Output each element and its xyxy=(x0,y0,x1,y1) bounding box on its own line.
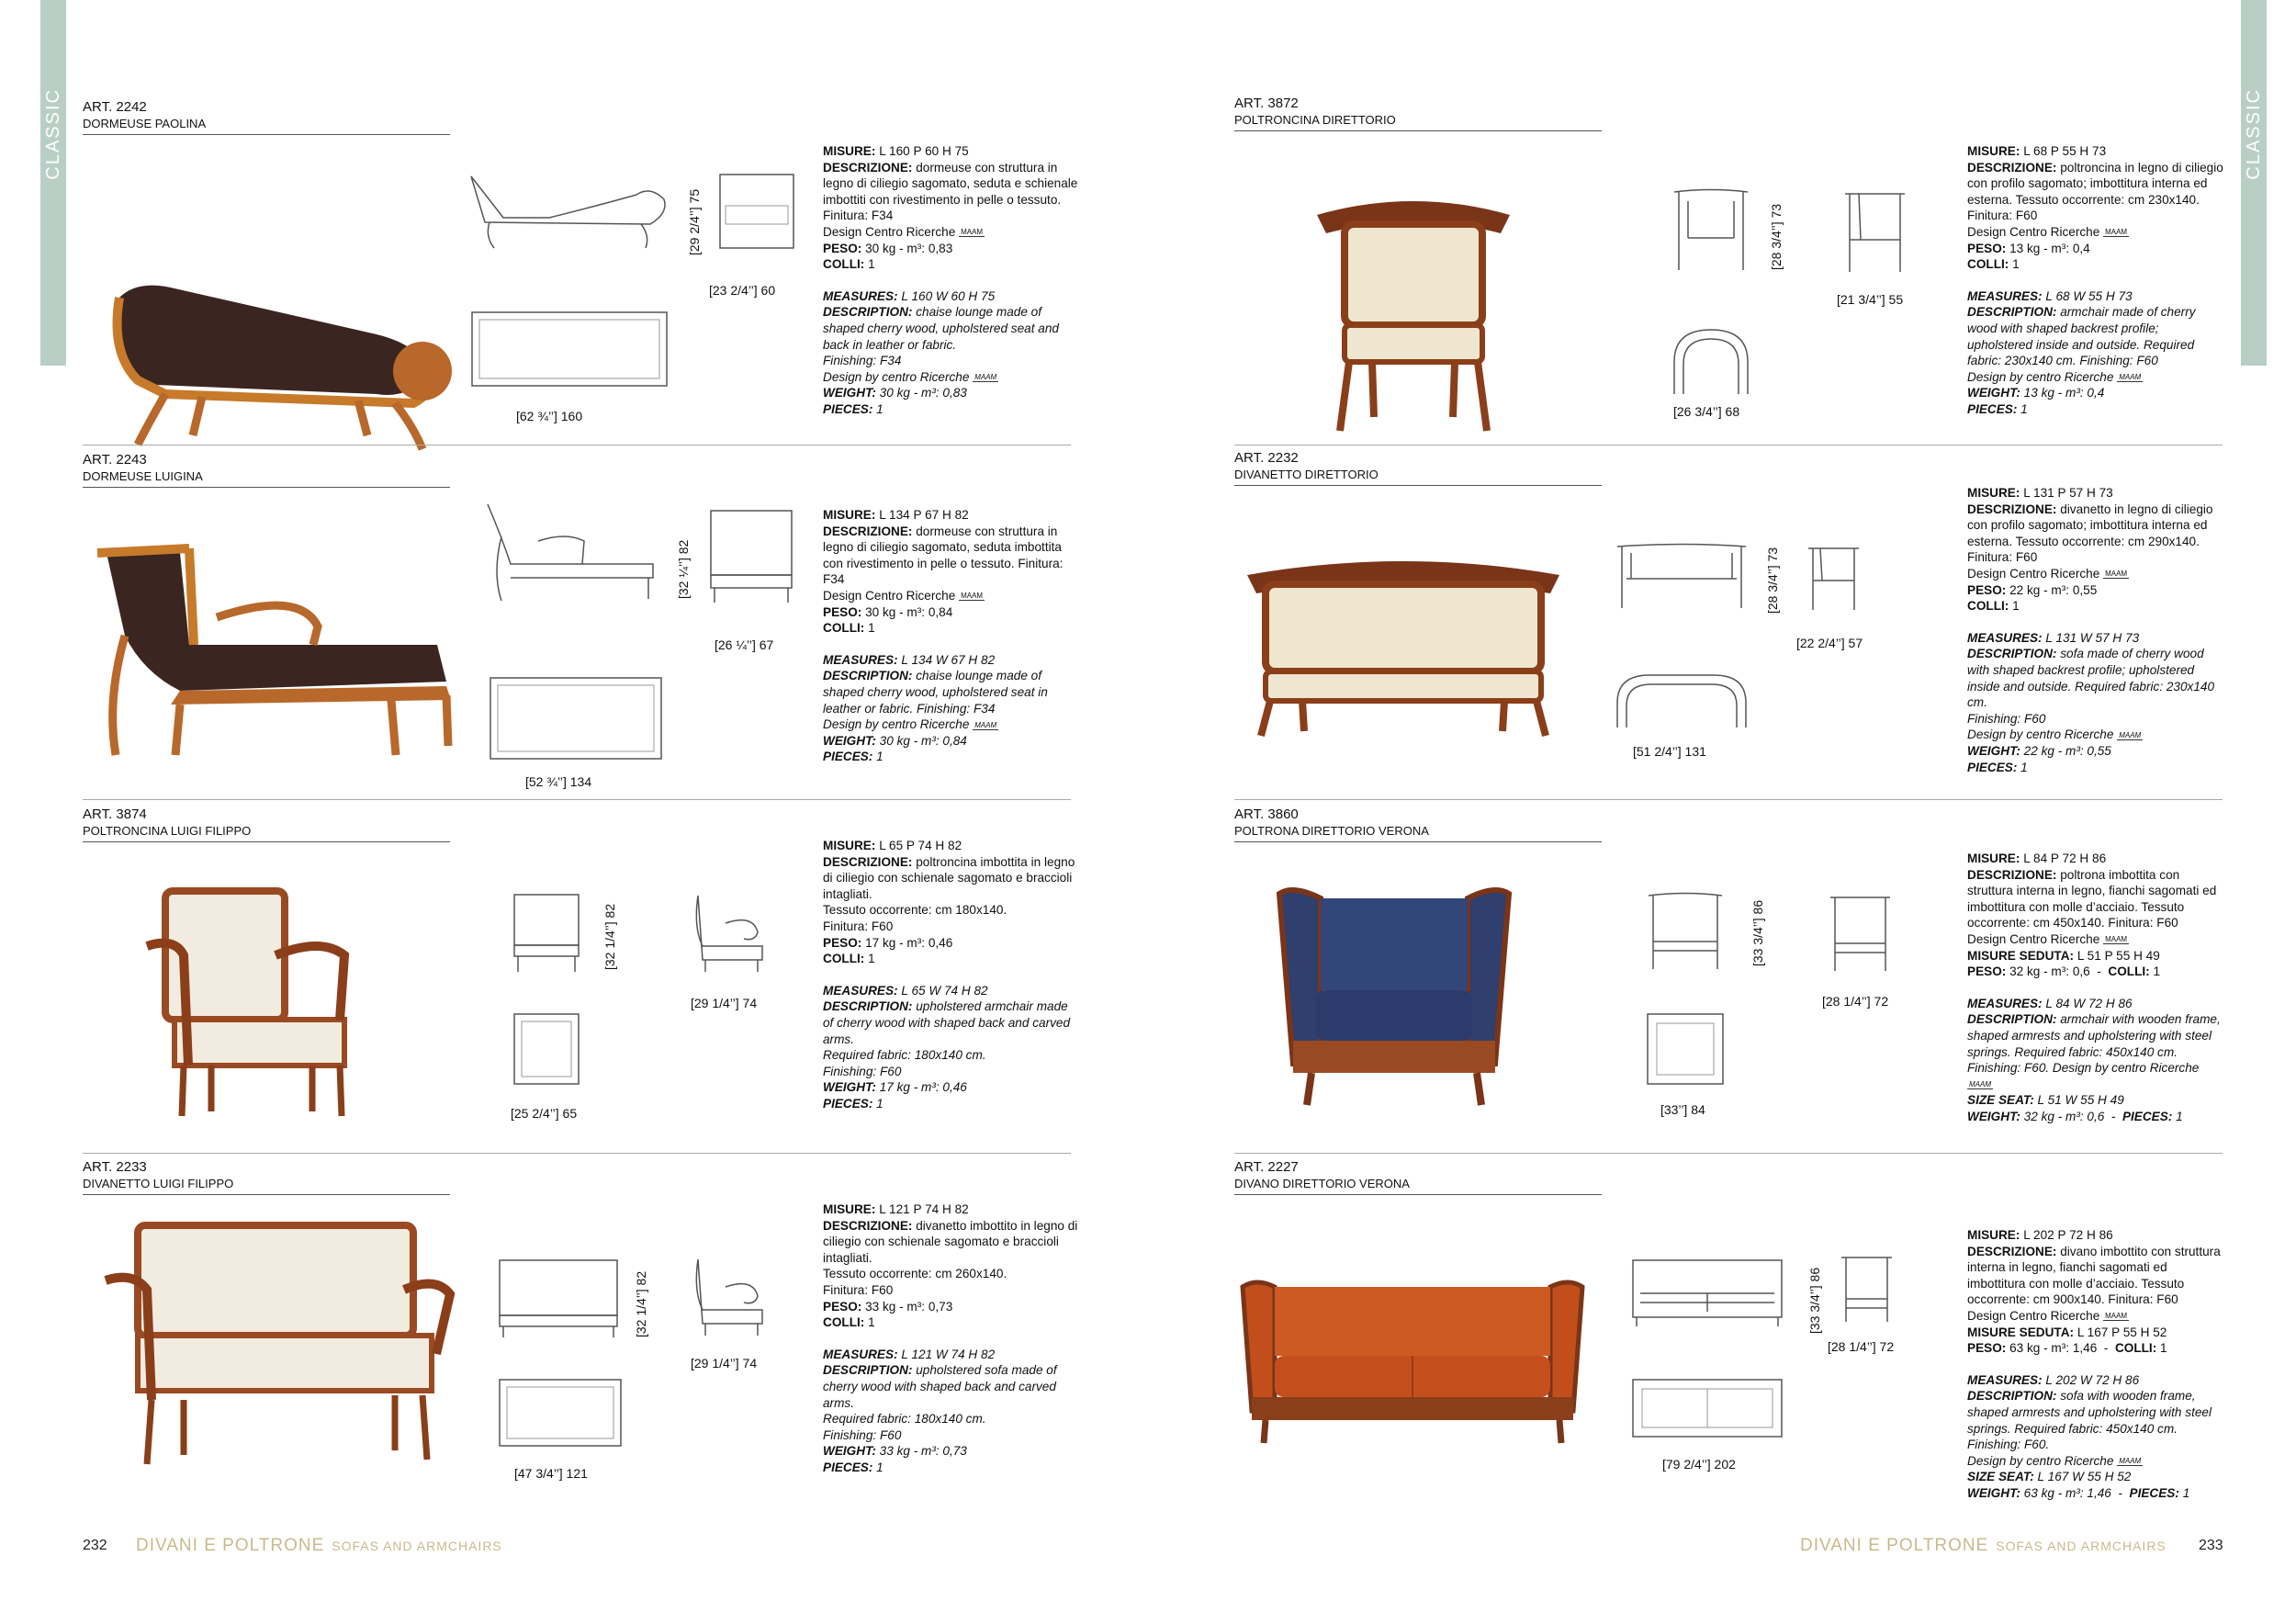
side-tab-label: CLASSIC xyxy=(2243,88,2264,180)
product-code: ART. 2232 xyxy=(1234,450,1299,466)
spec-label: PESO: xyxy=(823,604,862,619)
description-value: chaise lounge made of shaped cherry wood, upholstered seat in leather or fabric. Finishing: F34 xyxy=(823,669,1048,716)
weight-value: 30 kg - m³: 0,84 xyxy=(879,733,967,748)
spec-label: MISURE: xyxy=(1967,144,2020,158)
design-value: Design by centro Ricerche xyxy=(823,717,970,732)
descrizione-value: poltroncina imbottita in legno di ciliegio con schienale sagomato e braccioli intagliati. xyxy=(823,854,1075,901)
product-code: ART. 3872 xyxy=(1234,96,1299,111)
product-photo xyxy=(101,1216,468,1473)
spec-label: MISURE: xyxy=(1967,486,2020,500)
spec-label: PESO: xyxy=(823,1299,862,1314)
spec-label: WEIGHT: xyxy=(1967,743,2020,758)
design-value: Design Centro Ricerche xyxy=(823,224,956,239)
product-header xyxy=(1234,1159,1602,1195)
measures-value: L 131 W 57 H 73 xyxy=(2045,630,2140,645)
height-dimension: [32 1/4’’] 82 xyxy=(602,903,617,970)
spec-label: MEASURES: xyxy=(823,288,898,303)
length-dimension: [25 2/4’’] 65 xyxy=(511,1106,578,1121)
depth-dimension: [28 1/4’’] 72 xyxy=(1822,994,1889,1009)
spec-label: PESO: xyxy=(823,935,862,950)
measures-value: L 84 W 72 H 86 xyxy=(2045,996,2133,1010)
design-value: Design by centro Ricerche xyxy=(1967,727,2114,742)
side-tab-left xyxy=(40,0,66,366)
spec-label: SIZE SEAT: xyxy=(1967,1093,2034,1108)
height-dimension: [32 ¼’’] 82 xyxy=(676,539,691,599)
spec-label: PESO: xyxy=(823,241,862,255)
measures-value: L 65 W 74 H 82 xyxy=(901,983,988,998)
weight-value: 33 kg - m³: 0,73 xyxy=(879,1444,967,1459)
descrizione-value: divano imbottito con struttura interna in legno, fianchi sagomati ed imbottitura con molle d’acciaio. Tessuto occorrente: cm 900x140. Finitura: F60 xyxy=(1967,1244,2221,1307)
weight-value: 17 kg - m³: 0,46 xyxy=(879,1080,967,1095)
product-name: DIVANO DIRETTORIO VERONA xyxy=(1234,1176,1602,1195)
peso-value: 13 kg - m³: 0,4 xyxy=(2009,241,2090,255)
product-spec xyxy=(823,507,1080,765)
product-code: ART. 2227 xyxy=(1234,1159,1299,1175)
product-photo xyxy=(1275,880,1514,1110)
height-dimension: [32 1/4’’] 82 xyxy=(634,1270,648,1337)
product-name: DIVANETTO DIRETTORIO xyxy=(1234,467,1602,486)
product-header xyxy=(1234,450,1602,486)
side-view-sketch xyxy=(689,1255,771,1337)
spec-label: DESCRIPTION: xyxy=(1967,305,2057,320)
spec-label: MEASURES: xyxy=(823,1347,898,1361)
description-value: armchair with wooden frame, shaped armrests and upholstering with steel springs. Required fabric: 450x140 cm. Finishing: F60. Design by centro Ricerche xyxy=(1967,1012,2221,1076)
spec-label: PIECES: xyxy=(1967,760,2018,774)
top-view-sketch xyxy=(468,309,670,391)
height-dimension: [28 3/4’’] 73 xyxy=(1765,547,1780,614)
tessuto-value: Tessuto occorrente: cm 180x140. xyxy=(823,903,1007,918)
product-header xyxy=(83,806,450,842)
side-tab-right xyxy=(2241,0,2267,366)
finitura-value: Finitura: F60 xyxy=(823,1282,894,1297)
peso-value: 30 kg - m³: 0,84 xyxy=(865,604,953,619)
spec-label: PIECES: xyxy=(1967,401,2018,416)
seat-value: L 51 W 55 H 49 xyxy=(2037,1093,2124,1108)
maam-logo: MAAM xyxy=(2105,1312,2128,1321)
description-value: armchair made of cherry wood with shaped backrest profile; upholstered inside and outside. Required fabric: 230x140 cm. Finishing: F60 xyxy=(1967,305,2196,368)
misure-value: L 68 P 55 H 73 xyxy=(2023,144,2107,158)
spec-label: MISURE: xyxy=(823,1202,876,1216)
spec-label: MEASURES: xyxy=(1967,630,2043,645)
maam-logo: MAAM xyxy=(961,592,984,601)
finishing-value: Finishing: F60 xyxy=(823,1064,902,1078)
product-code: ART. 2243 xyxy=(83,452,147,468)
spec-label: COLLI: xyxy=(823,1315,865,1330)
spec-label: DESCRIZIONE: xyxy=(1967,502,2057,516)
spec-label: DESCRIZIONE: xyxy=(823,524,913,538)
maam-logo: MAAM xyxy=(974,720,997,729)
depth-dimension: [28 1/4’’] 72 xyxy=(1828,1339,1895,1354)
product-spec: MISURE: L 84 P 72 H 86 DESCRIZIONE: poltrona imbottita con struttura interna in legno, fianchi sagomati ed imbottitura con molle d’acciaio. Tessuto occorrente: cm 450x140. Finitura: F60 Design Centro Ricerche MAAM MISURE SEDUTA: L 51 P 55 H 49 PESO: 32 kg - m³: 0,6 - COLLI: 1 MEASURES: L 84 W 72 H 86 DESCRIPTION: armchair with wooden frame, shaped armrests and upholstering with steel springs. Required fabric: 450x140 cm. Finishing: F60. Design by centro Ricerche MAAM SIZE SEAT: L 51 W 55 H 49 WEIGHT: 32 kg - m³: 0,6 - PIECES: 1 xyxy=(1967,851,2221,1123)
spec-label: MISURE SEDUTA: xyxy=(1967,1325,2075,1339)
spec-label: WEIGHT: xyxy=(1967,386,2020,400)
pieces-value: 1 xyxy=(2176,1109,2183,1123)
product-spec xyxy=(1967,143,2224,418)
weight-value: 13 kg - m³: 0,4 xyxy=(2023,386,2105,400)
front-view-sketch xyxy=(511,891,584,974)
footer-subtitle: SOFAS AND ARMCHAIRS xyxy=(1996,1539,2167,1553)
spec-label: PIECES: xyxy=(823,1096,873,1111)
spec-label: MISURE: xyxy=(823,839,876,852)
spec-label: COLLI: xyxy=(823,621,865,636)
design-value: Design by centro Ricerche xyxy=(823,369,970,384)
spec-label: DESCRIPTION: xyxy=(1967,1389,2057,1404)
measures-value: L 202 W 72 H 86 xyxy=(2045,1372,2140,1387)
spec-label: MEASURES: xyxy=(1967,288,2043,303)
side-view-sketch xyxy=(467,167,678,250)
measures-value: L 121 W 74 H 82 xyxy=(901,1347,996,1361)
spec-label: DESCRIZIONE: xyxy=(1967,1244,2057,1258)
measures-value: L 134 W 67 H 82 xyxy=(901,652,996,667)
product-code: ART. 2242 xyxy=(83,99,147,115)
spec-label: PIECES: xyxy=(823,1460,873,1474)
pieces-value: 1 xyxy=(2020,760,2028,774)
spec-label: PESO: xyxy=(1967,582,2007,597)
product-spec xyxy=(823,143,1080,418)
spec-label: MEASURES: xyxy=(1967,996,2043,1010)
top-view-sketch xyxy=(496,1376,625,1449)
maam-logo: MAAM xyxy=(2105,228,2128,237)
measures-value: L 160 W 60 H 75 xyxy=(901,288,996,303)
spec-label: DESCRIPTION: xyxy=(823,669,913,683)
descrizione-value: dormeuse con struttura in legno di ciliegio sagomato, seduta e schienale imbottiti con rivestimento in pelle o tessuto. Finitura: F34 xyxy=(823,160,1078,223)
peso-value: 33 kg - m³: 0,73 xyxy=(865,1299,953,1314)
spec-label: DESCRIPTION: xyxy=(823,999,913,1014)
seduta-value: L 51 P 55 H 49 xyxy=(2077,948,2160,963)
weight-value: 32 kg - m³: 0,6 xyxy=(2023,1109,2105,1123)
spec-label: WEIGHT: xyxy=(823,1080,876,1095)
front-view-sketch xyxy=(496,1257,625,1339)
maam-logo: MAAM xyxy=(2119,373,2142,382)
colli-value: 1 xyxy=(868,952,875,966)
length-dimension: [26 3/4’’] 68 xyxy=(1673,404,1740,419)
maam-logo: MAAM xyxy=(961,228,984,237)
maam-logo: MAAM xyxy=(2119,730,2142,739)
side-view-sketch xyxy=(1804,544,1868,617)
finishing-value: Finishing: F60 xyxy=(1967,711,2046,726)
design-value: Design Centro Ricerche xyxy=(1967,931,2100,946)
maam-logo: MAAM xyxy=(2119,1457,2142,1466)
height-dimension: [33 3/4’’] 86 xyxy=(1750,899,1765,966)
peso-value: 22 kg - m³: 0,55 xyxy=(2009,582,2098,597)
pieces-value: 1 xyxy=(876,1460,884,1474)
peso-value: 63 kg - m³: 1,46 xyxy=(2009,1341,2098,1356)
page-number-right: 233 xyxy=(2199,1538,2223,1553)
seduta-value: L 167 P 55 H 52 xyxy=(2077,1325,2167,1339)
spec-label: COLLI: xyxy=(1967,257,2009,272)
front-view-sketch xyxy=(707,507,799,608)
product-header xyxy=(1234,96,1602,131)
length-dimension: [52 ¾’’] 134 xyxy=(525,774,592,789)
front-view-sketch xyxy=(1644,891,1727,974)
spec-label: DESCRIZIONE: xyxy=(1967,160,2057,175)
spec-label: PESO: xyxy=(1967,1341,2007,1356)
peso-value: 32 kg - m³: 0,6 xyxy=(2009,964,2090,979)
top-view-sketch xyxy=(1670,325,1752,399)
length-dimension: [62 ¾’’] 160 xyxy=(516,409,583,423)
side-tab-label: CLASSIC xyxy=(42,88,63,180)
spec-label: PESO: xyxy=(1967,964,2007,979)
fabric-value: Required fabric: 180x140 cm. xyxy=(823,1048,986,1063)
spec-label: DESCRIPTION: xyxy=(823,1363,913,1378)
measures-value: L 68 W 55 H 73 xyxy=(2045,288,2133,303)
weight-value: 63 kg - m³: 1,46 xyxy=(2023,1485,2111,1500)
spec-label: COLLI: xyxy=(1967,599,2009,614)
top-view-sketch xyxy=(487,674,666,764)
spec-label: DESCRIPTION: xyxy=(1967,1012,2057,1027)
descrizione-value: divanetto imbottito in legno di ciliegio con schienale sagomato e braccioli intagliati. xyxy=(823,1218,1078,1265)
height-dimension: [28 3/4’’] 73 xyxy=(1769,203,1784,270)
section-divider xyxy=(83,799,1071,800)
descrizione-value: divanetto in legno di ciliegio con profilo sagomato; imbottitura interna ed esterna. Tessuto occorrente: cm 290x140. Finitura: F60 xyxy=(1967,502,2213,565)
misure-value: L 131 P 57 H 73 xyxy=(2023,486,2113,500)
spec-label: DESCRIPTION: xyxy=(823,305,913,320)
top-view-sketch xyxy=(511,1010,584,1088)
finitura-value: Finitura: F60 xyxy=(823,919,894,933)
page-number-left: 232 xyxy=(83,1538,107,1553)
length-dimension: [47 3/4’’] 121 xyxy=(514,1466,588,1481)
spec-label: PIECES: xyxy=(2122,1109,2173,1123)
pieces-value: 1 xyxy=(2182,1485,2190,1500)
maam-logo: MAAM xyxy=(2105,935,2128,944)
side-view-sketch xyxy=(1840,189,1914,281)
product-name: DORMEUSE PAOLINA xyxy=(83,116,450,135)
product-code: ART. 3860 xyxy=(1234,806,1299,822)
spec-label: MISURE SEDUTA: xyxy=(1967,948,2075,963)
depth-dimension: [22 2/4’’] 57 xyxy=(1796,636,1863,650)
spec-label: MISURE: xyxy=(1967,1228,2020,1242)
peso-value: 17 kg - m³: 0,46 xyxy=(865,935,953,950)
product-header xyxy=(83,452,450,488)
design-value: Design Centro Ricerche xyxy=(1967,1308,2100,1323)
description-value: chaise lounge made of shaped cherry wood, upholstered seat and back in leather or fabric. xyxy=(823,305,1059,352)
spec-label: DESCRIPTION: xyxy=(1967,647,2057,661)
spec-label: WEIGHT: xyxy=(823,733,876,748)
colli-value: 1 xyxy=(2012,599,2020,614)
design-value: Design Centro Ricerche xyxy=(823,588,956,603)
spec-label: MEASURES: xyxy=(1967,1372,2043,1387)
length-dimension: [79 2/4’’] 202 xyxy=(1662,1457,1736,1472)
spec-label: COLLI: xyxy=(823,257,865,272)
misure-value: L 160 P 60 H 75 xyxy=(879,144,969,158)
spec-label: DESCRIZIONE: xyxy=(823,1218,913,1233)
spec-label: PESO: xyxy=(1967,241,2007,255)
fabric-value: Required fabric: 180x140 cm. xyxy=(823,1412,986,1427)
tessuto-value: Tessuto occorrente: cm 260x140. xyxy=(823,1267,1007,1281)
spec-label: MISURE: xyxy=(823,508,876,522)
seat-value: L 167 W 55 H 52 xyxy=(2037,1470,2132,1484)
height-dimension: [33 3/4’’] 86 xyxy=(1807,1267,1822,1334)
top-view-sketch xyxy=(1613,671,1750,735)
product-name: DORMEUSE LUIGINA xyxy=(83,468,450,488)
spec-label: DESCRIZIONE: xyxy=(1967,867,2057,882)
spec-label: PIECES: xyxy=(823,401,873,416)
misure-value: L 121 P 74 H 82 xyxy=(879,1202,969,1216)
product-header xyxy=(1234,806,1602,842)
maam-logo: MAAM xyxy=(2105,570,2128,579)
spec-label: COLLI: xyxy=(2114,1341,2157,1356)
side-view-sketch xyxy=(483,500,667,601)
product-photo xyxy=(138,882,367,1121)
top-view-sketch xyxy=(1629,1376,1785,1440)
product-name: DIVANETTO LUIGI FILIPPO xyxy=(83,1176,450,1195)
design-value: Design by centro Ricerche xyxy=(1967,1453,2114,1468)
description-value: sofa with wooden frame, shaped armrests and upholstering with steel springs. Required fabric: 450x140 cm. Finishing: F60. xyxy=(1967,1389,2212,1452)
descrizione-value: poltrona imbottita con struttura interna in legno, fianchi sagomati ed imbottitura con molle d’acciaio. Tessuto occorrente: cm 450x140. Finitura: F60 xyxy=(1967,867,2217,930)
spec-label: PIECES: xyxy=(2129,1485,2179,1500)
colli-value: 1 xyxy=(2012,257,2020,272)
design-value: Design Centro Ricerche xyxy=(1967,224,2100,239)
maam-logo: MAAM xyxy=(974,373,997,382)
spec-label: SIZE SEAT: xyxy=(1967,1470,2034,1484)
product-name: POLTRONCINA DIRETTORIO xyxy=(1234,112,1602,131)
front-view-sketch xyxy=(716,171,799,263)
spec-label: PIECES: xyxy=(823,750,873,764)
front-view-sketch xyxy=(1629,1257,1785,1330)
design-value: Design Centro Ricerche xyxy=(1967,566,2100,581)
side-view-sketch xyxy=(1837,1253,1901,1326)
spec-label: MISURE: xyxy=(823,144,876,158)
misure-value: L 202 P 72 H 86 xyxy=(2023,1228,2113,1242)
product-photo xyxy=(88,535,474,773)
descrizione-value: poltroncina in legno di ciliegio con profilo sagomato; imbottitura interna ed esterna. Tessuto occorrente: cm 230x140. Finitura: F60 xyxy=(1967,160,2223,223)
footer-title: DIVANI E POLTRONE xyxy=(1800,1536,1989,1555)
finishing-value: Finishing: F60 xyxy=(823,1427,902,1442)
product-photo xyxy=(101,187,505,454)
misure-value: L 84 P 72 H 86 xyxy=(2023,851,2107,865)
spec-label: MEASURES: xyxy=(823,652,898,667)
colli-value: 1 xyxy=(2153,964,2161,979)
section-divider xyxy=(83,1153,1071,1154)
spec-label: MISURE: xyxy=(1967,851,2020,865)
spec-label: COLLI: xyxy=(823,952,865,966)
product-spec xyxy=(823,1201,1080,1476)
side-view-sketch xyxy=(689,891,771,974)
height-dimension: [29 2/4’’] 75 xyxy=(687,188,702,255)
top-view-sketch xyxy=(1644,1010,1727,1088)
spec-label: WEIGHT: xyxy=(1967,1109,2020,1123)
product-header xyxy=(83,99,450,135)
spec-label: WEIGHT: xyxy=(1967,1485,2020,1500)
finishing-value: Finishing: F34 xyxy=(823,354,902,368)
spec-label: MEASURES: xyxy=(823,983,898,998)
depth-dimension: [26 ¼’’] 67 xyxy=(715,637,774,652)
depth-dimension: [29 1/4’’] 74 xyxy=(691,1356,758,1370)
section-divider xyxy=(1234,1153,2223,1154)
peso-value: 30 kg - m³: 0,83 xyxy=(865,241,953,255)
pieces-value: 1 xyxy=(2020,401,2028,416)
section-divider xyxy=(1234,799,2223,800)
product-name: POLTRONA DIRETTORIO VERONA xyxy=(1234,823,1602,842)
description-value: sofa made of cherry wood with shaped backrest profile; upholstered inside and outside. Required fabric: 230x140 cm. xyxy=(1967,647,2215,710)
product-spec xyxy=(823,838,1080,1112)
spec-label: WEIGHT: xyxy=(823,1444,876,1459)
descrizione-value: dormeuse con struttura in legno di ciliegio sagomato, seduta imbottita con rivestimento in pelle o tessuto. Finitura: F34 xyxy=(823,524,1064,587)
product-spec xyxy=(1967,485,2224,775)
footer-subtitle: SOFAS AND ARMCHAIRS xyxy=(332,1539,502,1553)
length-dimension: [51 2/4’’] 131 xyxy=(1633,744,1706,759)
side-view-sketch xyxy=(1826,893,1899,976)
depth-dimension: [29 1/4’’] 74 xyxy=(691,996,758,1010)
product-code: ART. 3874 xyxy=(83,806,147,822)
footer-right xyxy=(1800,1536,2167,1556)
pieces-value: 1 xyxy=(876,750,884,764)
spec-label: COLLI: xyxy=(2108,964,2150,979)
pieces-value: 1 xyxy=(876,401,884,416)
product-header xyxy=(83,1159,450,1195)
pieces-value: 1 xyxy=(876,1096,884,1111)
front-view-sketch xyxy=(1670,187,1752,279)
product-photo xyxy=(1238,1273,1587,1448)
product-name: POLTRONCINA LUIGI FILIPPO xyxy=(83,823,450,842)
spec-label: DESCRIZIONE: xyxy=(823,160,913,175)
spec-label: WEIGHT: xyxy=(823,386,876,400)
design-value: Design by centro Ricerche xyxy=(1967,369,2114,384)
product-code: ART. 2233 xyxy=(83,1159,147,1175)
weight-value: 30 kg - m³: 0,83 xyxy=(879,386,967,400)
misure-value: L 134 P 67 H 82 xyxy=(879,508,969,522)
product-photo xyxy=(1238,547,1569,740)
maam-logo: MAAM xyxy=(1969,1080,1991,1089)
spec-label: DESCRIZIONE: xyxy=(823,854,913,869)
colli-value: 1 xyxy=(2160,1341,2167,1356)
front-view-sketch xyxy=(1613,542,1750,615)
product-photo xyxy=(1308,187,1519,435)
depth-dimension: [23 2/4’’] 60 xyxy=(709,283,776,298)
description-value: upholstered armchair made of cherry wood with shaped back and carved arms. xyxy=(823,999,1071,1046)
depth-dimension: [21 3/4’’] 55 xyxy=(1837,292,1904,307)
colli-value: 1 xyxy=(868,621,875,636)
footer-title: DIVANI E POLTRONE xyxy=(136,1536,325,1555)
product-spec: MISURE: L 202 P 72 H 86 DESCRIZIONE: divano imbottito con struttura interna in legno, fianchi sagomati ed imbottitura con molle d’acciaio. Tessuto occorrente: cm 900x140. Finitura: F60 Design Centro Ricerche MAAM MISURE SEDUTA: L 167 P 55 H 52 PESO: 63 kg - m³: 1,46 - COLLI: 1 MEASURES: L 202 W 72 H 86 DESCRIPTION: sofa with wooden frame, shaped armrests and upholstering with steel springs. Required fabric: 450x140 cm. Finishing: F60. Design by centro Ricerche MAAM SIZE SEAT: L 167 W 55 H 52 WEIGHT: 63 kg - m³: 1,46 - PIECES: 1 xyxy=(1967,1228,2221,1500)
misure-value: L 65 P 74 H 82 xyxy=(879,839,962,852)
footer-left xyxy=(136,1536,502,1556)
colli-value: 1 xyxy=(868,1315,875,1330)
colli-value: 1 xyxy=(868,257,875,272)
length-dimension: [33’’] 84 xyxy=(1660,1102,1705,1117)
weight-value: 22 kg - m³: 0,55 xyxy=(2023,743,2111,758)
description-value: upholstered sofa made of cherry wood with shaped back and carved arms. xyxy=(823,1363,1057,1410)
